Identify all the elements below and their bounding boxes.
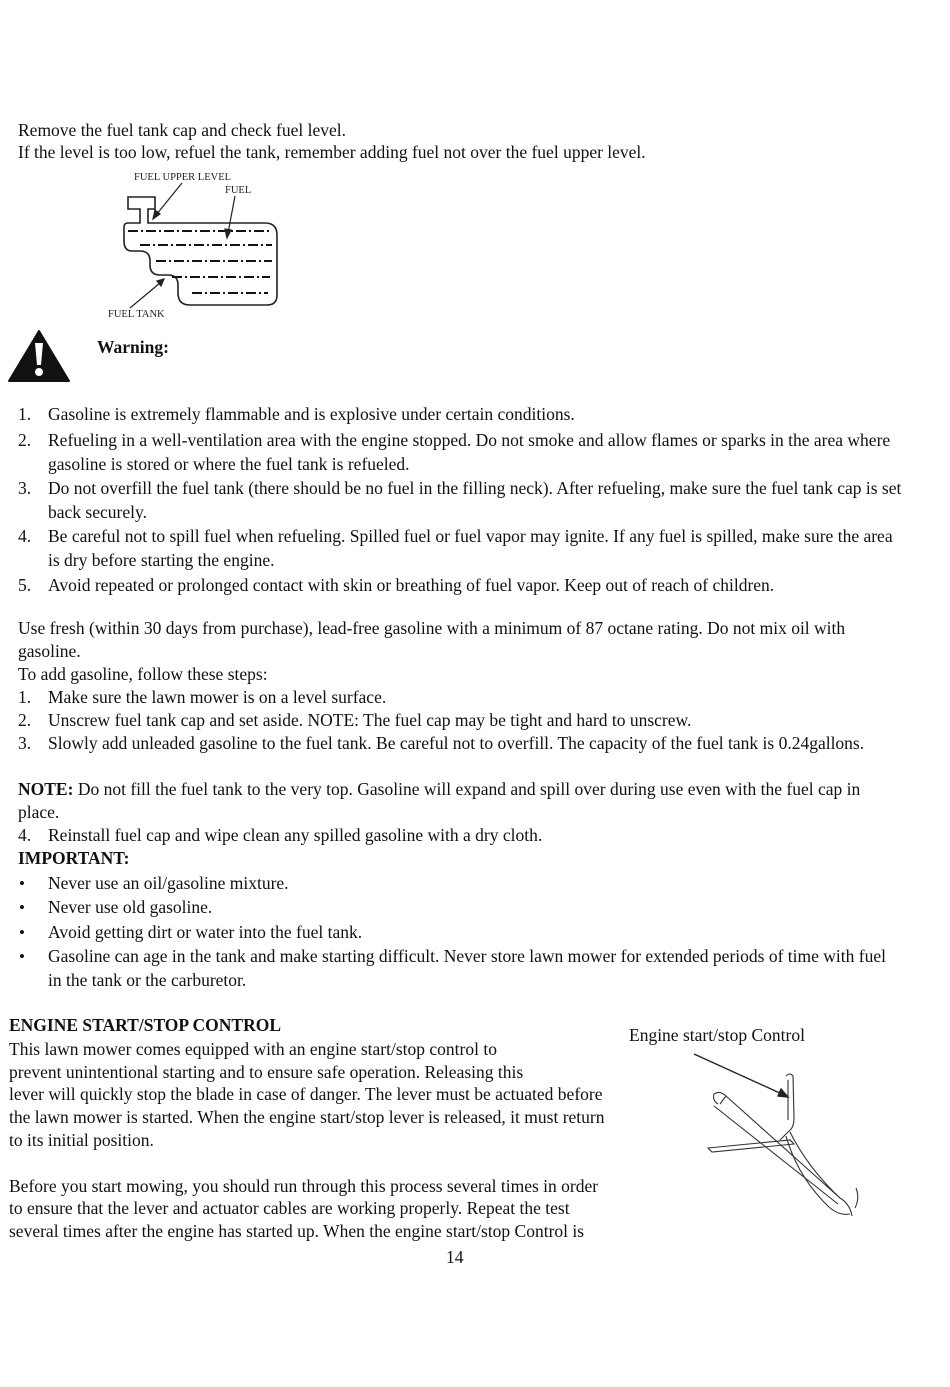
list-item: Gasoline is extremely flammable and is explosive under certain conditions. xyxy=(48,404,575,424)
list-item: Refueling in a well-ventilation area with the engine stopped. Do not smoke and allow flames or sparks in the area where gasoline is stored or where the fuel tank is refueled. xyxy=(48,430,891,474)
list-number: 2. xyxy=(18,710,32,730)
text-line: the lawn mower is started. When the engine start/stop lever is released, it must return xyxy=(9,1107,605,1127)
diagram-label-fuel-tank: FUEL TANK xyxy=(108,309,165,320)
bullet-symbol: • xyxy=(19,947,25,966)
page-number: 14 xyxy=(446,1247,464,1267)
list-item: Never use an oil/gasoline mixture. xyxy=(48,873,289,893)
bullet-symbol: • xyxy=(19,923,25,942)
diagram-label-upper-level: FUEL UPPER LEVEL xyxy=(134,172,232,183)
important-label: IMPORTANT: xyxy=(18,848,130,868)
text-line: This lawn mower comes equipped with an engine start/stop control to xyxy=(9,1039,497,1059)
bullet-symbol: • xyxy=(19,874,25,893)
engine-heading: ENGINE START/STOP CONTROL xyxy=(9,1015,282,1035)
list-number: 3. xyxy=(18,733,32,753)
list-number: 4. xyxy=(18,825,32,845)
text-line: to its initial position. xyxy=(9,1130,154,1150)
list-item: Reinstall fuel cap and wipe clean any spilled gasoline with a dry cloth. xyxy=(48,825,543,845)
fuel-tank-diagram xyxy=(100,165,290,325)
note-label: NOTE: xyxy=(18,779,74,799)
fuel-tank-outline xyxy=(124,197,277,305)
list-number: 1. xyxy=(18,687,32,707)
warning-triangle-icon xyxy=(7,329,71,383)
list-number: 2. xyxy=(18,430,32,450)
list-item: Make sure the lawn mower is on a level surface. xyxy=(48,687,387,707)
list-item: Avoid getting dirt or water into the fuel tank. xyxy=(48,922,363,942)
list-number: 4. xyxy=(18,526,32,546)
list-item: Slowly add unleaded gasoline to the fuel tank. Be careful not to overfill. The capacity of the fuel tank is 0.24gallons. xyxy=(48,733,865,753)
bullet-symbol: • xyxy=(19,898,25,917)
list-number: 1. xyxy=(18,404,32,424)
note-text: Do not fill the fuel tank to the very top. Gasoline will expand and spill over during use even with the fuel cap in place. xyxy=(18,779,861,822)
warning-title: Warning: xyxy=(97,337,169,357)
list-number: 3. xyxy=(18,478,32,498)
gasoline-paragraph: Use fresh (within 30 days from purchase), lead-free gasoline with a minimum of 87 octane rating. Do not mix oil with gasoline. xyxy=(18,618,846,661)
text-line: prevent unintentional starting and to ensure safe operation. Releasing this xyxy=(9,1062,524,1082)
intro-line-1: Remove the fuel tank cap and check fuel level. xyxy=(18,120,346,140)
text-line: lever will quickly stop the blade in case of danger. The lever must be actuated before xyxy=(9,1084,603,1104)
list-item: Do not overfill the fuel tank (there should be no fuel in the filling neck). After refueling, make sure the fuel tank cap is set back securely. xyxy=(48,478,902,522)
steps-intro: To add gasoline, follow these steps: xyxy=(18,664,268,684)
intro-line-2: If the level is too low, refuel the tank, remember adding fuel not over the fuel upper level. xyxy=(18,142,646,162)
text-line: several times after the engine has started up. When the engine start/stop Control is xyxy=(9,1221,585,1241)
engine-figure-label: Engine start/stop Control xyxy=(629,1025,805,1045)
list-item: Never use old gasoline. xyxy=(48,897,213,917)
list-item: Avoid repeated or prolonged contact with skin or breathing of fuel vapor. Keep out of reach of children. xyxy=(48,575,775,595)
text-line: Before you start mowing, you should run through this process several times in order xyxy=(9,1176,599,1196)
list-item: Be careful not to spill fuel when refueling. Spilled fuel or fuel vapor may ignite. If any fuel is spilled, make sure the area is dry before starting the engine. xyxy=(48,526,893,570)
diagram-label-fuel: FUEL xyxy=(225,185,252,196)
text-line: to ensure that the lever and actuator cables are working properly. Repeat the test xyxy=(9,1198,570,1218)
list-number: 5. xyxy=(18,575,32,595)
fuel-note xyxy=(18,778,898,824)
list-item: Unscrew fuel tank cap and set aside. NOTE: The fuel cap may be tight and hard to unscrew. xyxy=(48,710,692,730)
list-item: Gasoline can age in the tank and make starting difficult. Never store lawn mower for extended periods of time with fuel in the tank or the carburetor. xyxy=(48,946,886,990)
engine-start-stop-lever-drawing xyxy=(690,1048,870,1223)
